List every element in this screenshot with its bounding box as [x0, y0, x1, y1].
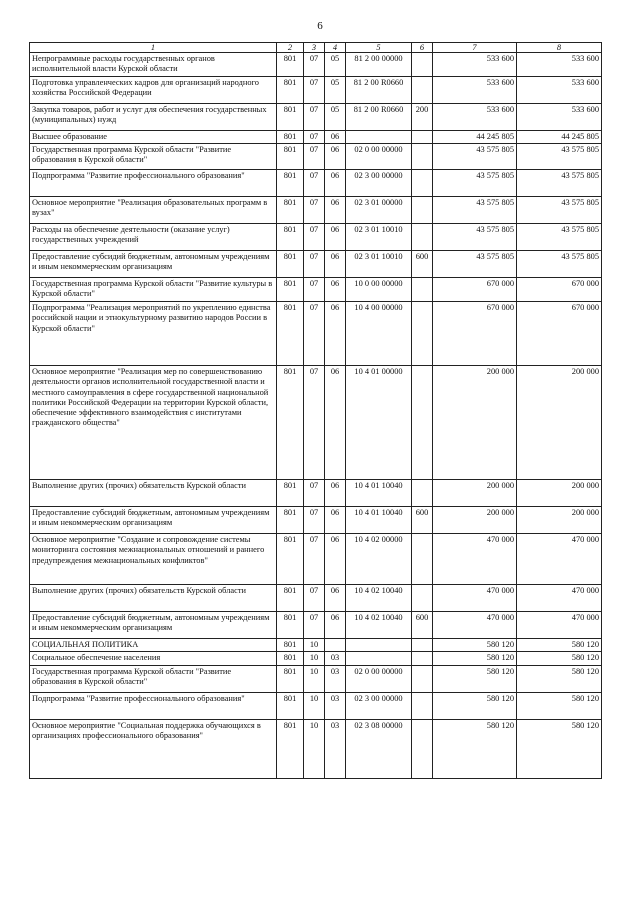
table-row	[30, 251, 602, 278]
amount-year2-cell: 43 575 805	[517, 197, 602, 224]
amount-year2-cell: 470 000	[517, 585, 602, 612]
gov-code-cell: 801	[277, 251, 304, 278]
section-cell: 10	[304, 652, 325, 665]
table-row	[30, 278, 602, 302]
amount-year2-cell: 533 600	[517, 53, 602, 77]
table-row	[30, 665, 602, 692]
section-cell: 07	[304, 144, 325, 170]
expense-type-cell	[412, 652, 433, 665]
row-name-cell: Расходы на обеспечение деятельности (оказание услуг) государственных учреждений	[30, 224, 277, 251]
row-name-cell: Высшее образование	[30, 131, 277, 144]
amount-year2-cell: 470 000	[517, 534, 602, 585]
gov-code-cell: 801	[277, 302, 304, 366]
section-cell: 07	[304, 131, 325, 144]
target-article-cell: 02 3 01 10010	[346, 224, 412, 251]
table-row	[30, 197, 602, 224]
section-cell: 07	[304, 480, 325, 507]
subsection-cell: 06	[325, 144, 346, 170]
target-article-cell: 02 3 01 00000	[346, 197, 412, 224]
section-cell: 07	[304, 53, 325, 77]
subsection-cell: 03	[325, 719, 346, 778]
expense-type-cell	[412, 77, 433, 104]
expense-type-cell	[412, 366, 433, 480]
gov-code-cell: 801	[277, 224, 304, 251]
section-cell: 10	[304, 665, 325, 692]
gov-code-cell: 801	[277, 585, 304, 612]
amount-year1-cell: 670 000	[433, 278, 517, 302]
section-cell: 07	[304, 224, 325, 251]
table-row	[30, 170, 602, 197]
amount-year2-cell: 43 575 805	[517, 144, 602, 170]
subsection-cell: 06	[325, 507, 346, 534]
column-header: 3	[304, 43, 325, 53]
row-name-cell: Подпрограмма "Реализация мероприятий по укреплению единства российской нации и этнокультурному развитию народов России в Курской области"	[30, 302, 277, 366]
gov-code-cell: 801	[277, 278, 304, 302]
section-cell: 07	[304, 302, 325, 366]
column-header: 8	[517, 43, 602, 53]
row-name-cell: Предоставление субсидий бюджетным, автономным учреждениям и иным некоммерческим организациям	[30, 507, 277, 534]
target-article-cell	[346, 652, 412, 665]
target-article-cell: 10 4 02 00000	[346, 534, 412, 585]
amount-year2-cell: 200 000	[517, 507, 602, 534]
row-name-cell: Закупка товаров, работ и услуг для обеспечения государственных (муниципальных) нужд	[30, 104, 277, 131]
subsection-cell: 06	[325, 534, 346, 585]
amount-year2-cell: 43 575 805	[517, 251, 602, 278]
section-cell: 07	[304, 251, 325, 278]
row-name-cell: Выполнение других (прочих) обязательств Курской области	[30, 480, 277, 507]
table-row	[30, 612, 602, 639]
amount-year2-cell: 200 000	[517, 366, 602, 480]
column-header: 4	[325, 43, 346, 53]
section-cell: 07	[304, 170, 325, 197]
row-name-cell: Государственная программа Курской области "Развитие культуры в Курской области"	[30, 278, 277, 302]
subsection-cell: 06	[325, 585, 346, 612]
gov-code-cell: 801	[277, 77, 304, 104]
row-name-cell: Основное мероприятие "Реализация мер по совершенствованию деятельности органов исполнительной государственной власти и местного самоуправления в сфере государственной национальной политики Российской Федерации на территории Курской области, обеспечение эффективного взаимодействия с институтами гражданского общества"	[30, 366, 277, 480]
expense-type-cell: 600	[412, 251, 433, 278]
section-cell: 07	[304, 585, 325, 612]
amount-year2-cell: 470 000	[517, 612, 602, 639]
amount-year2-cell: 43 575 805	[517, 170, 602, 197]
amount-year1-cell: 533 600	[433, 104, 517, 131]
section-cell: 10	[304, 692, 325, 719]
subsection-cell: 06	[325, 131, 346, 144]
target-article-cell	[346, 639, 412, 652]
table-row	[30, 77, 602, 104]
expense-type-cell	[412, 131, 433, 144]
subsection-cell	[325, 639, 346, 652]
expense-type-cell	[412, 197, 433, 224]
gov-code-cell: 801	[277, 719, 304, 778]
table-row	[30, 302, 602, 366]
expense-type-cell	[412, 170, 433, 197]
row-name-cell: СОЦИАЛЬНАЯ ПОЛИТИКА	[30, 639, 277, 652]
amount-year1-cell: 470 000	[433, 612, 517, 639]
subsection-cell: 05	[325, 77, 346, 104]
amount-year1-cell: 44 245 805	[433, 131, 517, 144]
amount-year1-cell: 200 000	[433, 480, 517, 507]
column-header: 2	[277, 43, 304, 53]
table-row	[30, 53, 602, 77]
table-row	[30, 144, 602, 170]
amount-year2-cell: 533 600	[517, 77, 602, 104]
subsection-cell: 06	[325, 366, 346, 480]
table-row	[30, 366, 602, 480]
section-cell: 07	[304, 534, 325, 585]
gov-code-cell: 801	[277, 692, 304, 719]
subsection-cell: 06	[325, 302, 346, 366]
gov-code-cell: 801	[277, 104, 304, 131]
table-row	[30, 719, 602, 778]
amount-year2-cell: 670 000	[517, 302, 602, 366]
gov-code-cell: 801	[277, 170, 304, 197]
target-article-cell: 81 2 00 R0660	[346, 77, 412, 104]
target-article-cell: 81 2 00 R0660	[346, 104, 412, 131]
expense-type-cell	[412, 665, 433, 692]
amount-year1-cell: 580 120	[433, 692, 517, 719]
amount-year2-cell: 200 000	[517, 480, 602, 507]
table-row	[30, 104, 602, 131]
amount-year2-cell: 580 120	[517, 719, 602, 778]
gov-code-cell: 801	[277, 507, 304, 534]
gov-code-cell: 801	[277, 144, 304, 170]
gov-code-cell: 801	[277, 652, 304, 665]
target-article-cell: 02 3 01 10010	[346, 251, 412, 278]
subsection-cell: 06	[325, 251, 346, 278]
table-row	[30, 692, 602, 719]
target-article-cell: 02 3 08 00000	[346, 719, 412, 778]
amount-year2-cell: 43 575 805	[517, 224, 602, 251]
section-cell: 07	[304, 278, 325, 302]
row-name-cell: Непрограммные расходы государственных органов исполнительной власти Курской области	[30, 53, 277, 77]
gov-code-cell: 801	[277, 534, 304, 585]
gov-code-cell: 801	[277, 197, 304, 224]
table-row	[30, 534, 602, 585]
expense-type-cell: 600	[412, 612, 433, 639]
subsection-cell: 03	[325, 665, 346, 692]
column-header: 5	[346, 43, 412, 53]
amount-year2-cell: 580 120	[517, 665, 602, 692]
amount-year1-cell: 43 575 805	[433, 197, 517, 224]
section-cell: 10	[304, 639, 325, 652]
expense-type-cell	[412, 53, 433, 77]
expense-type-cell	[412, 585, 433, 612]
expense-type-cell	[412, 144, 433, 170]
expense-type-cell: 600	[412, 507, 433, 534]
gov-code-cell: 801	[277, 612, 304, 639]
expense-type-cell	[412, 692, 433, 719]
subsection-cell: 06	[325, 224, 346, 251]
amount-year1-cell: 580 120	[433, 665, 517, 692]
gov-code-cell: 801	[277, 639, 304, 652]
column-header: 6	[412, 43, 433, 53]
amount-year2-cell: 670 000	[517, 278, 602, 302]
column-header: 1	[30, 43, 277, 53]
target-article-cell: 10 0 00 00000	[346, 278, 412, 302]
section-cell: 07	[304, 507, 325, 534]
subsection-cell: 05	[325, 53, 346, 77]
expense-type-cell	[412, 302, 433, 366]
subsection-cell: 05	[325, 104, 346, 131]
table-row	[30, 224, 602, 251]
row-name-cell: Государственная программа Курской области "Развитие образования в Курской области"	[30, 144, 277, 170]
subsection-cell: 06	[325, 197, 346, 224]
amount-year1-cell: 43 575 805	[433, 170, 517, 197]
row-name-cell: Подпрограмма "Развитие профессионального образования"	[30, 692, 277, 719]
column-header: 7	[433, 43, 517, 53]
section-cell: 07	[304, 77, 325, 104]
expense-type-cell	[412, 534, 433, 585]
amount-year2-cell: 580 120	[517, 639, 602, 652]
amount-year2-cell: 580 120	[517, 652, 602, 665]
section-cell: 07	[304, 197, 325, 224]
section-cell: 07	[304, 104, 325, 131]
table-row	[30, 507, 602, 534]
row-name-cell: Выполнение других (прочих) обязательств Курской области	[30, 585, 277, 612]
table-header-row	[30, 43, 602, 53]
expense-type-cell	[412, 639, 433, 652]
target-article-cell: 02 3 00 00000	[346, 692, 412, 719]
budget-table	[29, 42, 602, 779]
section-cell: 10	[304, 719, 325, 778]
gov-code-cell: 801	[277, 53, 304, 77]
expense-type-cell	[412, 224, 433, 251]
gov-code-cell: 801	[277, 665, 304, 692]
target-article-cell: 10 4 01 10040	[346, 480, 412, 507]
amount-year1-cell: 470 000	[433, 534, 517, 585]
row-name-cell: Предоставление субсидий бюджетным, автономным учреждениям и иным некоммерческим организациям	[30, 612, 277, 639]
row-name-cell: Предоставление субсидий бюджетным, автономным учреждениям и иным некоммерческим организациям	[30, 251, 277, 278]
table-row	[30, 585, 602, 612]
expense-type-cell: 200	[412, 104, 433, 131]
target-article-cell: 02 3 00 00000	[346, 170, 412, 197]
amount-year1-cell: 533 600	[433, 53, 517, 77]
subsection-cell: 06	[325, 170, 346, 197]
expense-type-cell	[412, 719, 433, 778]
row-name-cell: Государственная программа Курской области "Развитие образования в Курской области"	[30, 665, 277, 692]
subsection-cell: 06	[325, 612, 346, 639]
target-article-cell: 02 0 00 00000	[346, 144, 412, 170]
row-name-cell: Подготовка управленческих кадров для организаций народного хозяйства Российской Федерации	[30, 77, 277, 104]
target-article-cell: 10 4 01 10040	[346, 507, 412, 534]
amount-year2-cell: 44 245 805	[517, 131, 602, 144]
target-article-cell: 10 4 02 10040	[346, 612, 412, 639]
row-name-cell: Основное мероприятие "Создание и сопровождение системы мониторинга состояния межнациональных отношений и раннего предупреждения межнациональных конфликтов"	[30, 534, 277, 585]
row-name-cell: Основное мероприятие "Социальная поддержка обучающихся в организациях профессионального образования"	[30, 719, 277, 778]
target-article-cell	[346, 131, 412, 144]
amount-year1-cell: 580 120	[433, 652, 517, 665]
row-name-cell: Основное мероприятие "Реализация образовательных программ в вузах"	[30, 197, 277, 224]
gov-code-cell: 801	[277, 480, 304, 507]
expense-type-cell	[412, 480, 433, 507]
subsection-cell: 06	[325, 480, 346, 507]
amount-year1-cell: 580 120	[433, 719, 517, 778]
target-article-cell: 10 4 02 10040	[346, 585, 412, 612]
table-row	[30, 480, 602, 507]
amount-year1-cell: 533 600	[433, 77, 517, 104]
target-article-cell: 81 2 00 00000	[346, 53, 412, 77]
target-article-cell: 10 4 00 00000	[346, 302, 412, 366]
table-row	[30, 639, 602, 652]
gov-code-cell: 801	[277, 131, 304, 144]
row-name-cell: Подпрограмма "Развитие профессионального образования"	[30, 170, 277, 197]
section-cell: 07	[304, 612, 325, 639]
target-article-cell: 02 0 00 00000	[346, 665, 412, 692]
subsection-cell: 03	[325, 652, 346, 665]
amount-year1-cell: 43 575 805	[433, 251, 517, 278]
amount-year2-cell: 580 120	[517, 692, 602, 719]
expense-type-cell	[412, 278, 433, 302]
amount-year1-cell: 470 000	[433, 585, 517, 612]
amount-year1-cell: 43 575 805	[433, 224, 517, 251]
amount-year1-cell: 200 000	[433, 366, 517, 480]
amount-year1-cell: 670 000	[433, 302, 517, 366]
amount-year2-cell: 533 600	[517, 104, 602, 131]
gov-code-cell: 801	[277, 366, 304, 480]
amount-year1-cell: 200 000	[433, 507, 517, 534]
target-article-cell: 10 4 01 00000	[346, 366, 412, 480]
subsection-cell: 06	[325, 278, 346, 302]
table-row	[30, 131, 602, 144]
subsection-cell: 03	[325, 692, 346, 719]
page-number: 6	[317, 20, 323, 32]
section-cell: 07	[304, 366, 325, 480]
row-name-cell: Социальное обеспечение населения	[30, 652, 277, 665]
amount-year1-cell: 43 575 805	[433, 144, 517, 170]
amount-year1-cell: 580 120	[433, 639, 517, 652]
table-row	[30, 652, 602, 665]
